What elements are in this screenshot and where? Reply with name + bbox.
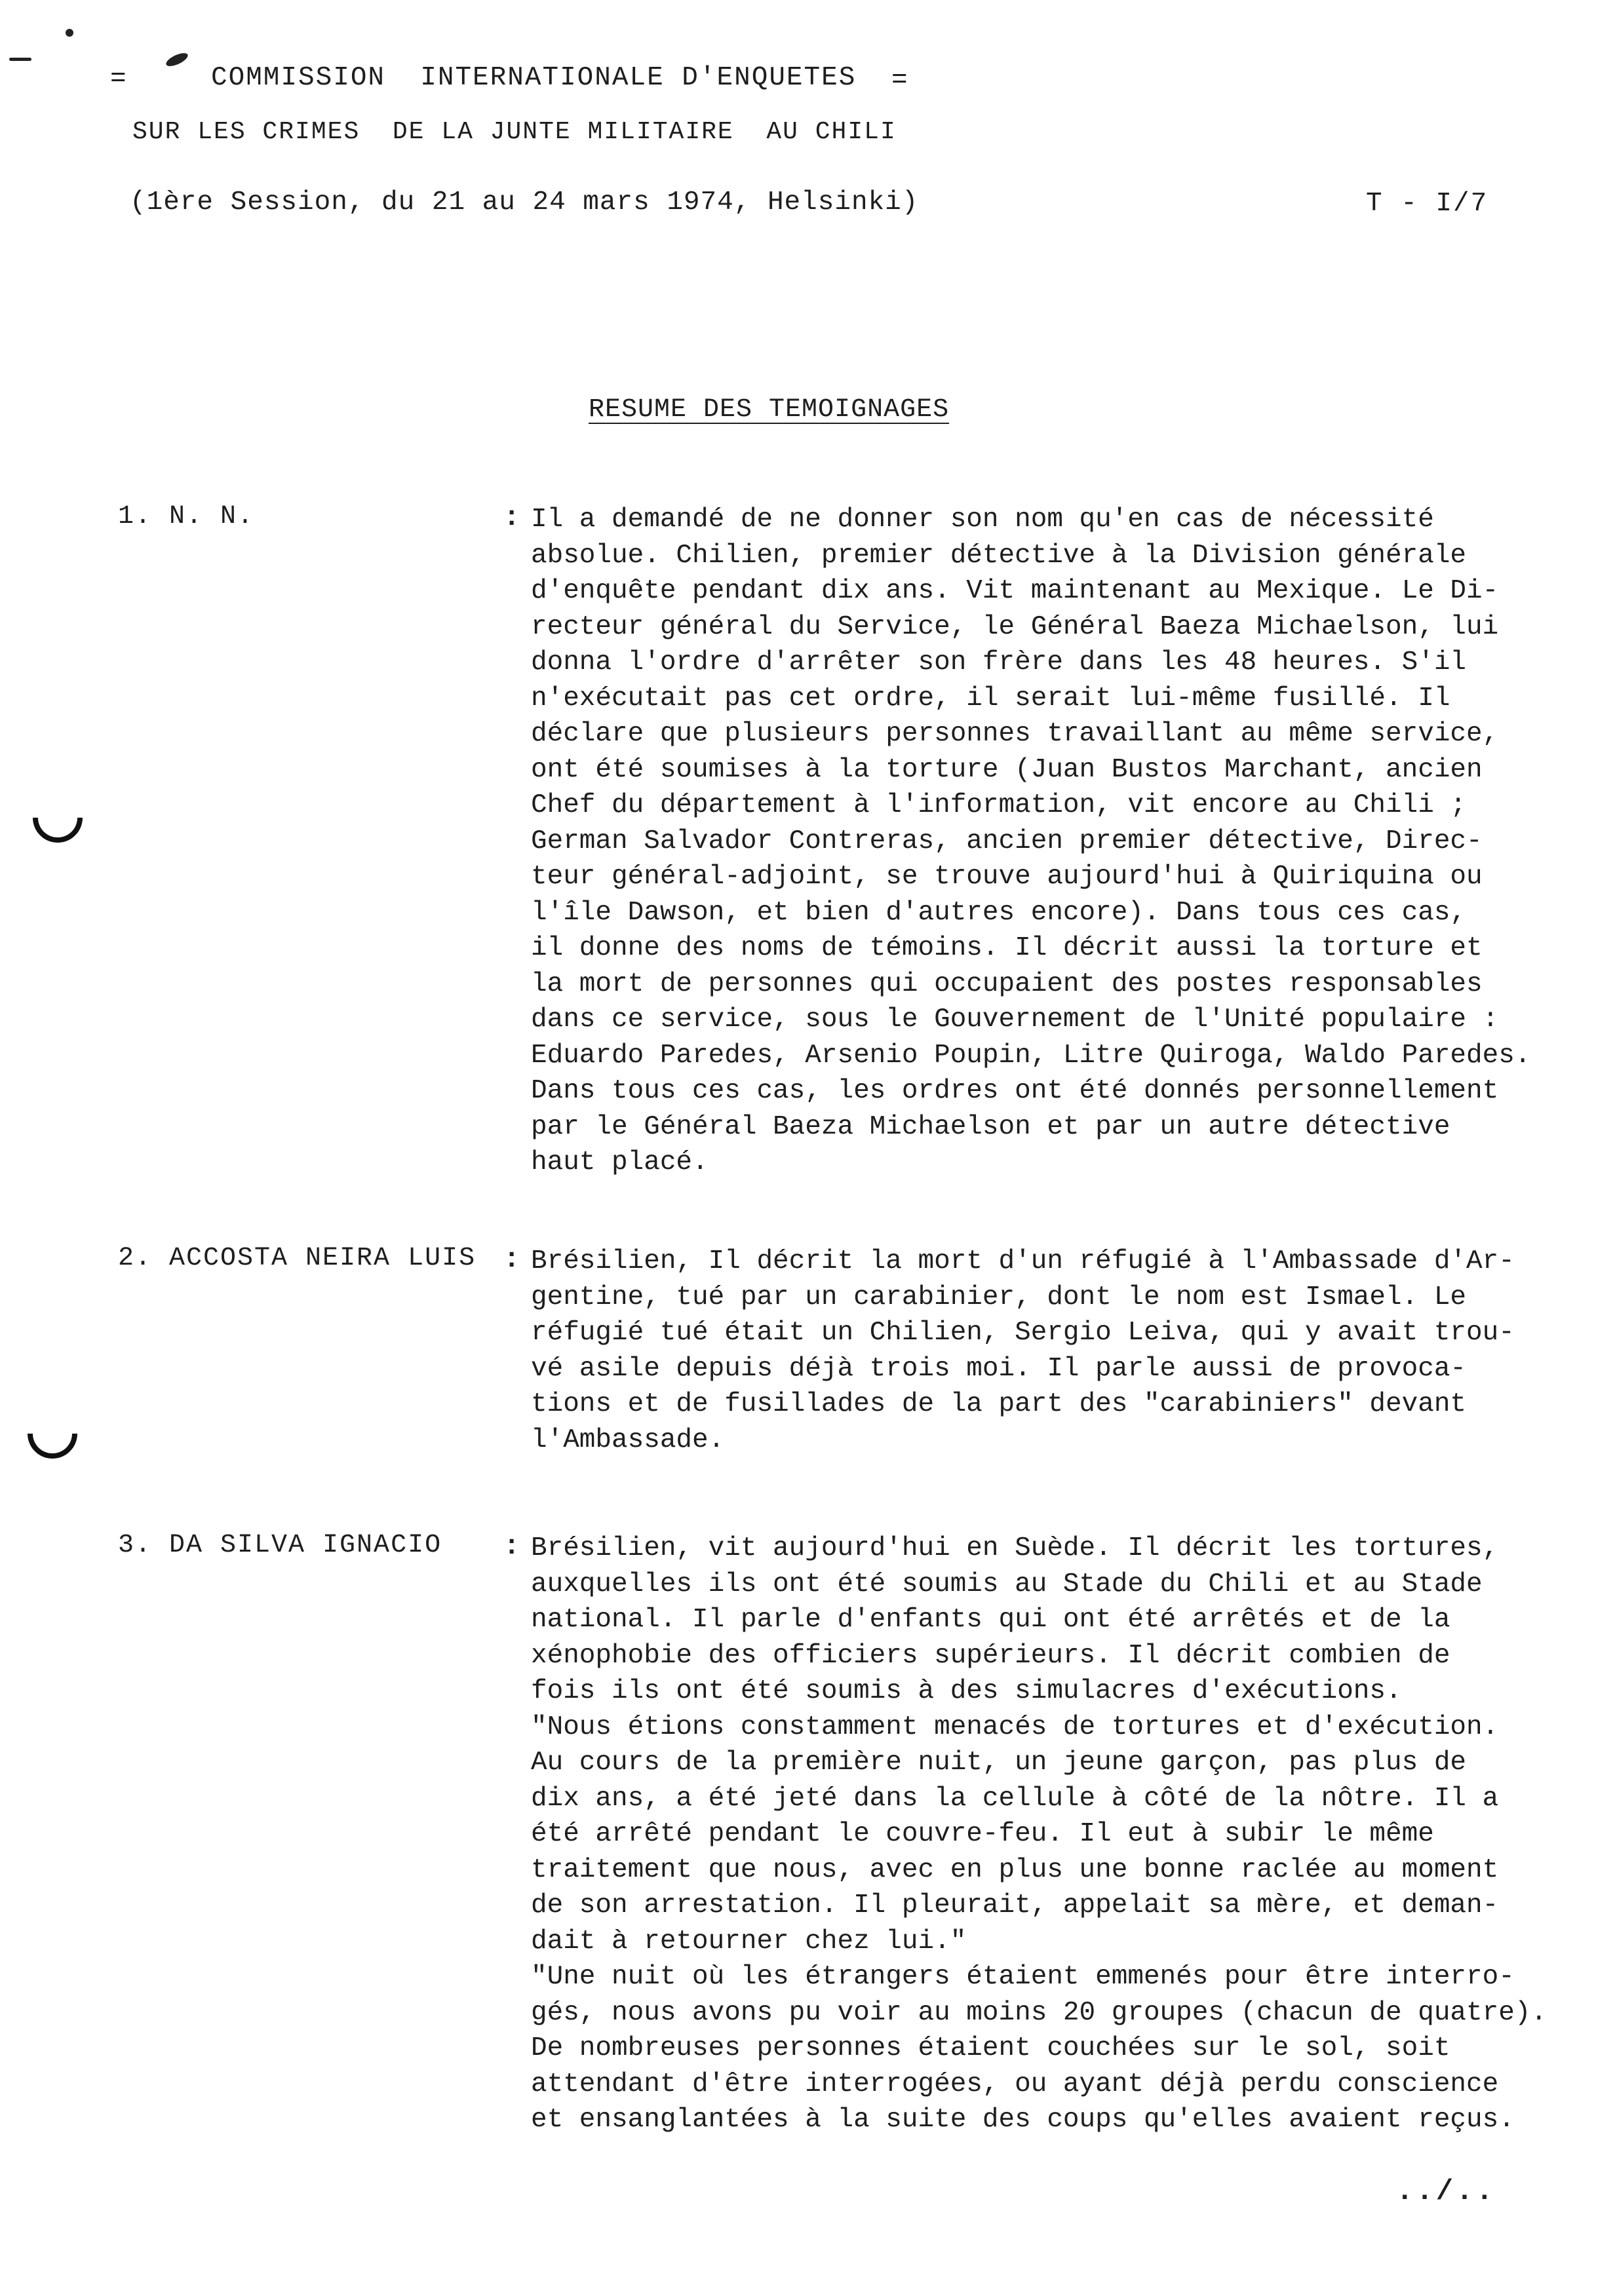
text-line: "Nous étions constamment menacés de tortures et d'exécution. bbox=[531, 1712, 1499, 1742]
text-line: German Salvador Contreras, ancien premier détective, Direc- bbox=[531, 826, 1483, 856]
text-line: "Une nuit où les étrangers étaient emmenés pour être interro- bbox=[531, 1962, 1515, 1992]
header-commission-title: COMMISSION INTERNATIONALE D'ENQUETES bbox=[211, 63, 857, 93]
text-line: absolue. Chilien, premier détective à la Division générale bbox=[531, 540, 1467, 571]
text-line: et ensanglantées à la suite des coups qu'elles avaient reçus. bbox=[531, 2105, 1515, 2135]
text-line: vé asile depuis déjà trois moi. Il parle aussi de provoca- bbox=[531, 1353, 1467, 1384]
testimony-3-label: 3. DA SILVA IGNACIO bbox=[118, 1531, 442, 1560]
text-line: recteur général du Service, le Général Baeza Michaelson, lui bbox=[531, 611, 1499, 642]
page-title: RESUME DES TEMOIGNAGES bbox=[589, 395, 950, 425]
text-line: Brésilien, Il décrit la mort d'un réfugié à l'Ambassade d'Ar- bbox=[531, 1246, 1515, 1276]
punch-hole-mark bbox=[22, 782, 92, 852]
text-line: déclare que plusieurs personnes travaillant au même service, bbox=[531, 719, 1499, 749]
text-line: auxquelles ils ont été soumis au Stade du Chili et au Stade bbox=[531, 1569, 1483, 1599]
testimony-1-colon: : bbox=[503, 502, 520, 533]
text-line: il donne des noms de témoins. Il décrit aussi la torture et bbox=[531, 933, 1483, 963]
text-line: dans ce service, sous le Gouvernement de l'Unité populaire : bbox=[531, 1004, 1499, 1035]
testimony-1-text bbox=[531, 502, 1553, 1181]
text-line: gentine, tué par un carabinier, dont le nom est Ismael. Le bbox=[531, 1282, 1467, 1312]
text-line: gés, nous avons pu voir au moins 20 groupes (chacun de quatre). bbox=[531, 1997, 1547, 2028]
text-line: haut placé. bbox=[531, 1147, 709, 1177]
text-line: Au cours de la première nuit, un jeune garçon, pas plus de bbox=[531, 1748, 1467, 1778]
text-line: teur général-adjoint, se trouve aujourd'hui à Quiriquina ou bbox=[531, 862, 1483, 892]
punch-hole-mark bbox=[17, 1398, 87, 1468]
text-line: xénophobie des officiers supérieurs. Il décrit combien de bbox=[531, 1640, 1450, 1671]
text-line: réfugié tué était un Chilien, Sergio Leiva, qui y avait trou- bbox=[531, 1318, 1515, 1348]
text-line: ont été soumises à la torture (Juan Bustos Marchant, ancien bbox=[531, 754, 1483, 785]
text-line: national. Il parle d'enfants qui ont été arrêtés et de la bbox=[531, 1605, 1450, 1635]
scan-speck bbox=[66, 29, 73, 37]
testimony-2-colon: : bbox=[503, 1244, 520, 1275]
text-line: été arrêté pendant le couvre-feu. Il eut à subir le même bbox=[531, 1819, 1434, 1849]
header-line1-marker-left: = bbox=[110, 64, 128, 94]
text-line: la mort de personnes qui occupaient des postes responsables bbox=[531, 968, 1483, 999]
header-line1-marker-right: = bbox=[891, 66, 909, 96]
text-line: donna l'ordre d'arrêter son frère dans les 48 heures. S'il bbox=[531, 647, 1467, 678]
text-line: Eduardo Paredes, Arsenio Poupin, Litre Quiroga, Waldo Paredes. bbox=[531, 1040, 1531, 1071]
testimony-3-text bbox=[531, 1531, 1553, 2138]
text-line: fois ils ont été soumis à des simulacres d'exécutions. bbox=[531, 1676, 1402, 1706]
text-line: Dans tous ces cas, les ordres ont été donnés personnellement bbox=[531, 1076, 1499, 1106]
testimony-1-label: 1. N. N. bbox=[118, 502, 255, 531]
continuation-mark: ../.. bbox=[1396, 2175, 1496, 2208]
header-doc-ref: T - I/7 bbox=[1366, 189, 1489, 219]
text-line: dait à retourner chez lui." bbox=[531, 1926, 967, 1957]
text-line: Chef du département à l'information, vit encore au Chili ; bbox=[531, 790, 1467, 820]
header-session: (1ère Session, du 21 au 24 mars 1974, Helsinki) bbox=[130, 187, 919, 218]
testimony-2-label: 2. ACCOSTA NEIRA LUIS bbox=[118, 1244, 477, 1273]
testimony-2-text bbox=[531, 1244, 1553, 1458]
text-line: Brésilien, vit aujourd'hui en Suède. Il décrit les tortures, bbox=[531, 1533, 1499, 1563]
text-line: n'exécutait pas cet ordre, il serait lui-même fusillé. Il bbox=[531, 683, 1450, 714]
text-line: tions et de fusillades de la part des "carabiniers" devant bbox=[531, 1389, 1467, 1419]
testimony-3-colon: : bbox=[503, 1531, 520, 1562]
text-line: Il a demandé de ne donner son nom qu'en cas de nécessité bbox=[531, 505, 1434, 535]
text-line: par le Général Baeza Michaelson et par un autre détective bbox=[531, 1111, 1450, 1142]
text-line: dix ans, a été jeté dans la cellule à côté de la nôtre. Il a bbox=[531, 1783, 1499, 1814]
header-subtitle: SUR LES CRIMES DE LA JUNTE MILITAIRE AU CHILI bbox=[132, 118, 897, 146]
text-line: attendant d'être interrogées, ou ayant déjà perdu conscience bbox=[531, 2069, 1499, 2099]
text-line: l'Ambassade. bbox=[531, 1425, 725, 1455]
text-line: De nombreuses personnes étaient couchées sur le sol, soit bbox=[531, 2033, 1450, 2063]
scan-speck bbox=[9, 58, 31, 61]
text-line: l'île Dawson, et bien d'autres encore). Dans tous ces cas, bbox=[531, 897, 1467, 928]
text-line: d'enquête pendant dix ans. Vit maintenant au Mexique. Le Di- bbox=[531, 576, 1499, 606]
text-line: de son arrestation. Il pleurait, appelait sa mère, et deman- bbox=[531, 1890, 1499, 1921]
text-line: traitement que nous, avec en plus une bonne raclée au moment bbox=[531, 1854, 1499, 1885]
scan-speck bbox=[165, 50, 190, 69]
